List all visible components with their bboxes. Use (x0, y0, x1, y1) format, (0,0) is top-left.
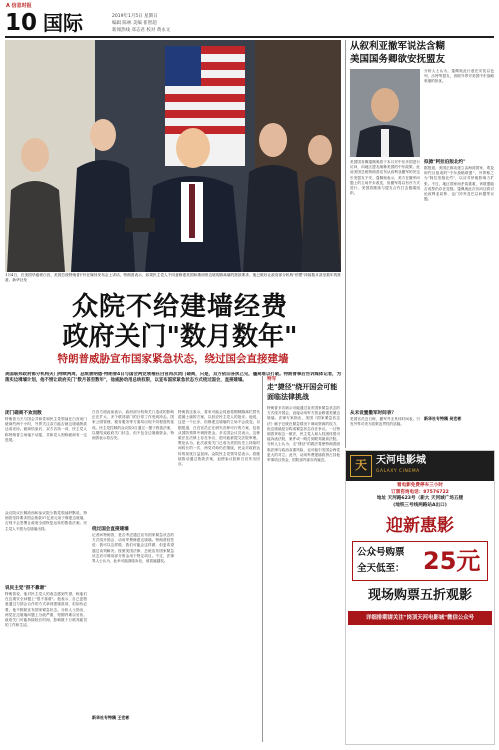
photo-illustration (5, 40, 341, 272)
issue-date: 2019年1月5日 星期日 (112, 14, 158, 19)
price-box (352, 541, 488, 581)
ad-banner: 迎新惠影 (386, 516, 454, 536)
cinema-ad (345, 450, 495, 745)
price-label-2: 全天低至： (357, 563, 405, 574)
section-heading-1: 闭门磋商不欢而散 (5, 411, 42, 416)
ad-parking: 看电影免费停车三小时 (397, 483, 443, 488)
brand-label: A 信息时报 (6, 3, 32, 9)
editor-line: 编辑 陈林 美编 崔智超 (112, 21, 157, 26)
ad-metro: (地铁三号线两路站A出口) (393, 502, 447, 508)
news-photo (5, 40, 341, 272)
ad-header (346, 451, 494, 481)
body-column-3: 特朗普还表示，将来可能会同意将钢制隔离栏替代混凝土墙的方案，以回应民主党人的批评。他说，这是一个让步，但修建边境墙的立场不会改变。另据报道，白宫官员正在研究各种可行的方案，包括从国防预算中调拨资金。多名国会议员表示，这种做法在法律上存在争议，很可能被提交法院审理。舆论认为，此次政府关门已成为美国历史上持续时间较长的一次，两党对峙仍在继续，民众对政府运转的担忧日益加深。众院民主党领导层表示，将继续推动通过拨款法案，迫使参议院和白宫作出回应。 (178, 410, 260, 467)
right-headline-line2: 美国国务卿欲安抚盟友 (350, 54, 446, 65)
main-byline: 新华社专特稿 王宏彬 (92, 715, 130, 720)
subheadline: 特朗普威胁宣布国家紧急状态，绕过国会直接建墙 (57, 353, 289, 365)
ad-promo: 现场购票五折观影 (367, 588, 472, 603)
right-headline-line1: 从叙利亚撤军说法含糊 (350, 41, 446, 52)
ad-info (346, 483, 494, 509)
cinema-logo-en: GALAXY CINEMA (376, 469, 420, 474)
photo-caption: 1月4日，在美国华盛顿白宫，美国总统特朗普(中)在媒体发布会上讲话，特朗普表示，如果民主党人不同意修建美国和墨西哥边境的隔离墙的拨款要求，他已做好让政府部分机构"停摆"持续数月甚至数年的准备。新华社发 (5, 273, 341, 283)
section-heading-3: 绕过国会直接建墙 (92, 527, 129, 532)
cinema-logo: 天河电影城 (376, 455, 426, 466)
main-headline-line2: 政府关门"数月数年" (62, 322, 298, 352)
header-rule (5, 36, 494, 38)
price-value: 25元 (423, 547, 481, 575)
credits-line: 新闻热线 邓志君 校对 黄永文 (112, 28, 171, 33)
portrait-illustration (350, 69, 420, 157)
cinema-logo-mark: 天 (350, 455, 372, 477)
right-byline: 新华社专特稿 吴宏彬 (424, 416, 462, 421)
ad-phone: 订票咨询电话：87576722 (391, 489, 449, 495)
body-column-2: 白宫方面此前表示，政府部分机构关门造成的影响正在扩大，多个联邦部门的日常工作受到冲击。国家公园管理、税务服务等方面均出现不同程度的延误。民主党控制的众议院3日通过一揽子拨款法案，以期结束政府关门状态，但不包含边境墙资金，特朗普表示将否决。 绕过国会直接建墙 记者问特朗普，是否考虑通过宣布国家紧急状态的方式绕开国会、动用军费修建边境墙。特朗普回答说：我可以这样做，我们可能会这样做，但更希望通过谈判解决。按照美国法律，总统宣布国家紧急状态后可调用部分资金用于特定项目。不过，法律界人士认为，此举可能面临诉讼，被质疑越权。 新华社专特稿 王宏彬 (92, 410, 174, 720)
right-subtitle-2: 从未设置撤军时间表？ (350, 411, 396, 416)
section-heading-2: 说民主党"很不靠谱" (5, 586, 47, 591)
price-label-1: 公众号购票 (357, 547, 405, 558)
body-text-block: 特朗普当天与国会共和党和民主党领袖在白宫闭门磋商约两个小时，外界关注双方能否就边境墙拨款达成妥协。磋商结束后，双方各执一词，民主党人称特朗普立场毫不动摇，共和党人则称磋商有一定进展。 (5, 417, 87, 442)
ad-footer: 详细排期请关注"岗顶天河电影城"微信公众号 (348, 611, 492, 625)
right-photo (350, 69, 420, 157)
right-story: 从叙利亚撤军说法含糊 美国国务卿欲安抚盟友 美国国务卿蓬佩奥将于本月对中东多国进行访问，向地区盟友阐释美国的中东政策。此前美国总统特朗普宣布从叙利亚撤军的决定引发盟友不安。蓬佩奥表示，美方在撤军问题上的立场并未改变，但撤军将以有序方式进行，美国将继续与盟友合作打击极端组织。 从未设置撤军时间表？ 美国官员近日称，撤军并无具体时间表，引发外界对美方政策连贯性的质疑。 分析人士认为，蓬佩奥此行意在安抚以色列、沙特等盟友，消除外界对美国中东战略收缩的担忧。 拟掀"阿拉伯版北约" 据报道，美国正推动建立由海湾国家、埃及和约旦组成的"中东战略联盟"，外界称之为"阿拉伯版北约"，以应对伊朗影响力扩张。不过，地区国家间矛盾重重，该联盟能否成型仍存在变数。蓬佩奥此次访问还将讨论叙利亚局势、也门冲突及巴以问题等议题。 新华社专特稿 吴宏彬 (345, 40, 495, 448)
side-kicker: 特写 (267, 377, 277, 382)
page-number: 10 (5, 10, 38, 36)
masthead (0, 0, 499, 40)
ad-address: 地址 天河路623号（新大 天河城广场五楼 (376, 496, 464, 502)
section-title: 国际 (43, 11, 83, 35)
right-subtitle-1: 拟掀"阿拉伯版北约" (424, 160, 466, 165)
side-story: 特写 走"捷径"绕开国会可能面临法律挑战 特朗普多次暗示可能通过宣布国家紧急状态的方式绕开国会，直接动用军方资金修建美墨边境墙。法律专家指出，美国《国家紧急状态法》赋予总统在紧急情况下调动资源的权力，但边境墙是否构成紧急状态存在争议。一旦特朗普采取这一做法，民主党人和人权团体很可能诉诸法院，案件或一路打到联邦最高法院。分析人士认为，走"捷径"的做法将使特朗普面临法律与政治双重风险，也可能引发国会两党更大的对立。此外，动用军费建墙将挤占其他军事项目资金，国防部内部亦有疑虑。 (262, 376, 340, 742)
side-headline: 走"捷径"绕开国会可能面临法律挑战 (267, 383, 338, 401)
body-column-1: 闭门磋商不欢而散 特朗普当天与国会共和党和民主党领袖在白宫闭门磋商约两个小时，外界关注双方能否就边境墙拨款达成妥协。磋商结束后，双方各执一词，民主党人称特朗普立场毫不动摇，共和党人则称磋商有一定进展。 众议院议长佩洛西和参议院少数党领袖舒默说，特朗普坚持要求国会拨款57亿美元用于修建边境墙，否则不会签署让政府全面恢复运转的拨款法案。民主党人不愿为边境墙出钱。 说民主党"很不靠谱" 特朗普说，他对民主党人的表态感到失望，称他们在边境安全问题上"很不靠谱"。他表示，自己更愿意通过与国会合作的方式拿到建墙款项，但如有必要，他不排除宣布国家紧急状态。分析人士指出，两党在边境墙问题上分歧严重，短期内难以妥协，政府关门可能持续较长时间，影响数十万联邦雇员的工作和生活。 (5, 411, 87, 628)
main-headline-line1: 众院不给建墙经费 (71, 292, 288, 322)
lead-paragraph: 美国联邦政府部分机构关门持续两周，总统唐纳德·特朗普4日与国会两党领袖在白宫再次闭门磋商，只是，双方依旧各执己见，僵局难以打破。特朗普事后告诉媒体记者，为落实边境墙计划，他不惜让政府关门"数月甚至数年"，他威胁动用总统权限，以宣布国家紧急状态方式绕过国会，直接建墙。 (5, 372, 341, 384)
